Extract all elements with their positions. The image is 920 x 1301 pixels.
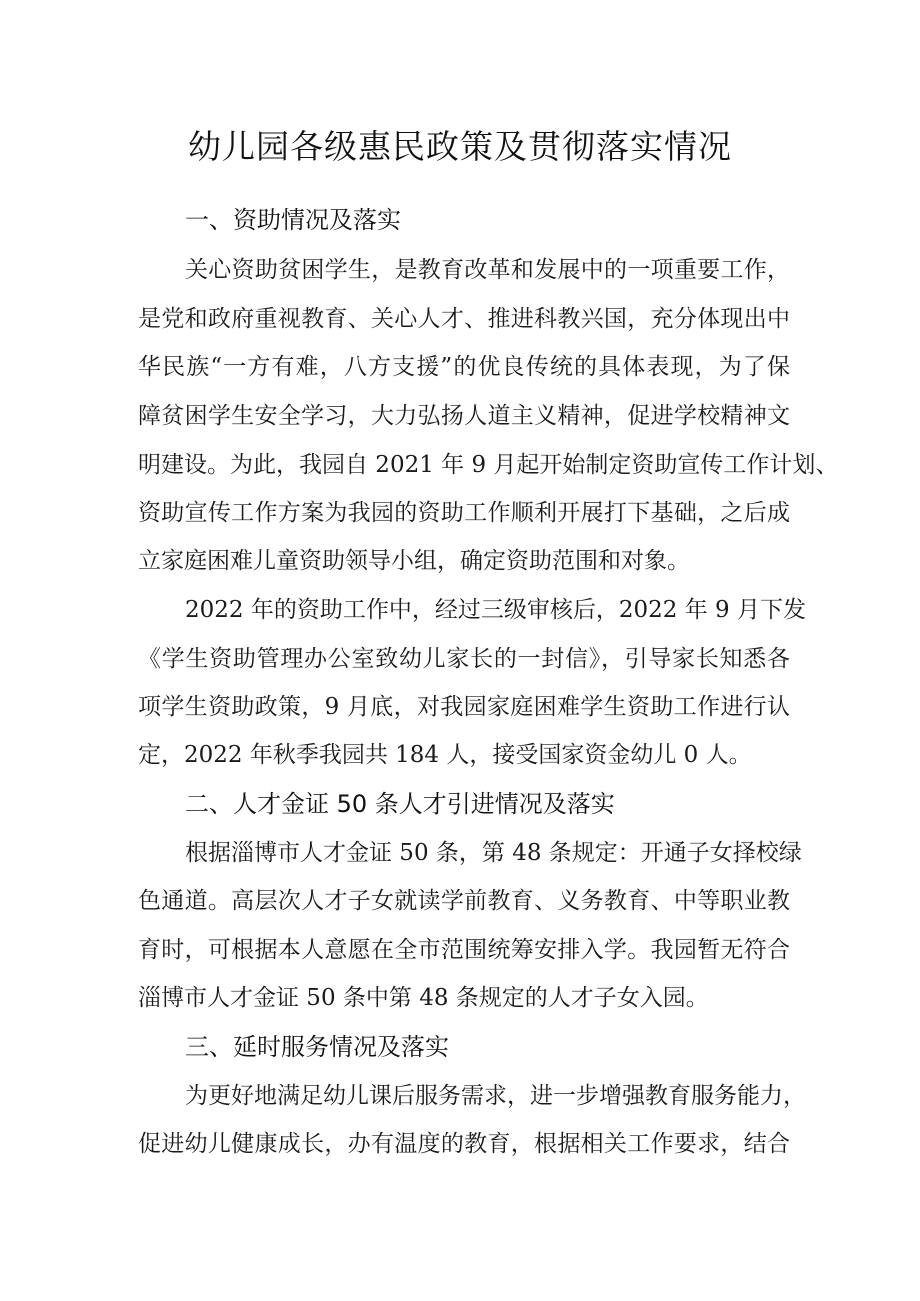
- paragraph-line: 根据淄博市人才金证 50 条，第 48 条规定：开通子女择校绿: [185, 840, 802, 866]
- paragraph-line: 为更好地满足幼儿课后服务需求，进一步增强教育服务能力，: [185, 1083, 806, 1109]
- paragraph-line: 是党和政府重视教育、关心人才、推进科教兴国，充分体现出中: [138, 306, 790, 332]
- paragraph-line: 资助宣传工作方案为我园的资助工作顺利开展打下基础，之后成: [138, 500, 790, 526]
- paragraph-line: 定，2022 年秋季我园共 184 人，接受国家资金幼儿 0 人。: [138, 742, 752, 768]
- paragraph-line: 明建设。为此，我园自 2021 年 9 月起开始制定资助宣传工作计划、: [138, 452, 839, 478]
- paragraph-line: 色通道。高层次人才子女就读学前教育、义务教育、中等职业教: [138, 888, 790, 914]
- section-heading-extended-service: 三、延时服务情况及落实: [185, 1033, 449, 1061]
- document-title: 幼儿园各级惠民政策及贯彻落实情况: [188, 127, 732, 166]
- paragraph-line: 育时，可根据本人意愿在全市范围统筹安排入学。我园暂无符合: [138, 937, 790, 963]
- paragraph-line: 淄博市人才金证 50 条中第 48 条规定的人才子女入园。: [138, 985, 709, 1011]
- paragraph-line: 项学生资助政策，9 月底，对我园家庭困难学生资助工作进行认: [138, 694, 790, 720]
- paragraph-line: 2022 年的资助工作中，经过三级审核后，2022 年 9 月下发: [185, 597, 806, 623]
- paragraph-line: 促进幼儿健康成长，办有温度的教育，根据相关工作要求，结合: [138, 1131, 790, 1157]
- paragraph-line: 立家庭困难儿童资助领导小组，确定资助范围和对象。: [138, 548, 690, 574]
- section-heading-subsidy: 一、资助情况及落实: [185, 206, 401, 234]
- paragraph-line: 《学生资助管理办公室致幼儿家长的一封信》，引导家长知悉各: [138, 646, 790, 672]
- paragraph-line: 障贫困学生安全学习，大力弘扬人道主义精神，促进学校精神文: [138, 403, 790, 429]
- section-heading-talent: 二、人才金证 50 条人才引进情况及落实: [185, 790, 615, 818]
- paragraph-line: 关心资助贫困学生，是教育改革和发展中的一项重要工作，: [185, 257, 790, 283]
- paragraph-line: 华民族“一方有难，八方支援”的优良传统的具体表现，为了保: [138, 354, 790, 380]
